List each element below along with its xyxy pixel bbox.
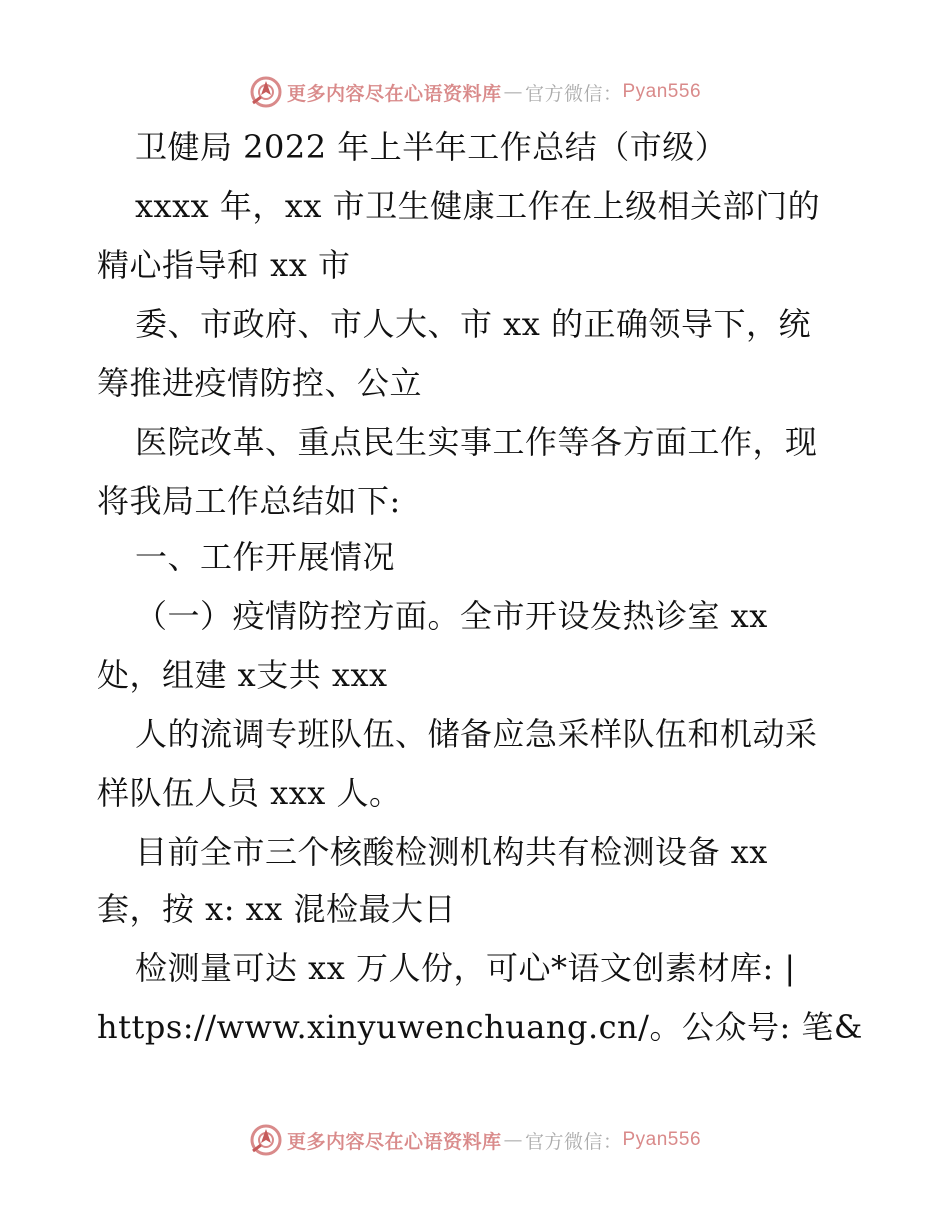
- watermark-label: 官方微信：: [524, 1130, 623, 1153]
- watermark-id: Pyan556: [622, 81, 702, 102]
- watermark-brand: 更多内容尽在心语资料库: [286, 1130, 502, 1153]
- watermark-label: 官方微信：: [524, 82, 623, 105]
- pen-logo-icon: [249, 1123, 283, 1157]
- pen-logo-icon: [249, 75, 283, 109]
- footer-watermark: [0, 1120, 950, 1160]
- paragraph-line: 委、市政府、市人大、市 xx 的正确领导下，统: [135, 305, 811, 343]
- watermark-separator: —: [503, 1129, 523, 1151]
- paragraph-line: 套，按 x: xx 混检最大日: [97, 890, 456, 928]
- paragraph-line: 人的流调专班队伍、储备应急采样队伍和机动采: [135, 715, 818, 753]
- paragraph-line: 检测量可达 xx 万人份，可心*语文创素材库: |: [135, 949, 796, 987]
- section-heading: 一、工作开展情况: [135, 538, 396, 576]
- paragraph-line: （一）疫情防控方面。全市开设发热诊室 xx: [135, 597, 768, 635]
- paragraph-line: 处，组建 x支共 xxx: [97, 656, 388, 694]
- paragraph-line: 医院改革、重点民生实事工作等各方面工作，现: [135, 423, 818, 461]
- watermark-id: Pyan556: [622, 1129, 702, 1150]
- paragraph-line: xxxx 年，xx 市卫生健康工作在上级相关部门的: [135, 187, 821, 225]
- watermark-brand: 更多内容尽在心语资料库: [286, 82, 502, 105]
- paragraph-line: 筹推进疫情防控、公立: [97, 364, 423, 402]
- paragraph-line: 样队伍人员 xxx 人。: [97, 774, 402, 812]
- paragraph-line: 将我局工作总结如下:: [97, 482, 401, 520]
- watermark-separator: —: [503, 81, 523, 103]
- paragraph-line: https://www.xinyuwenchuang.cn/。公众号: 笔&: [97, 1008, 863, 1046]
- paragraph-line: 精心指导和 xx 市: [97, 246, 351, 284]
- document-title: 卫健局 2022 年上半年工作总结（市级）: [135, 128, 728, 166]
- paragraph-line: 目前全市三个核酸检测机构共有检测设备 xx: [135, 833, 768, 871]
- header-watermark: [0, 72, 950, 112]
